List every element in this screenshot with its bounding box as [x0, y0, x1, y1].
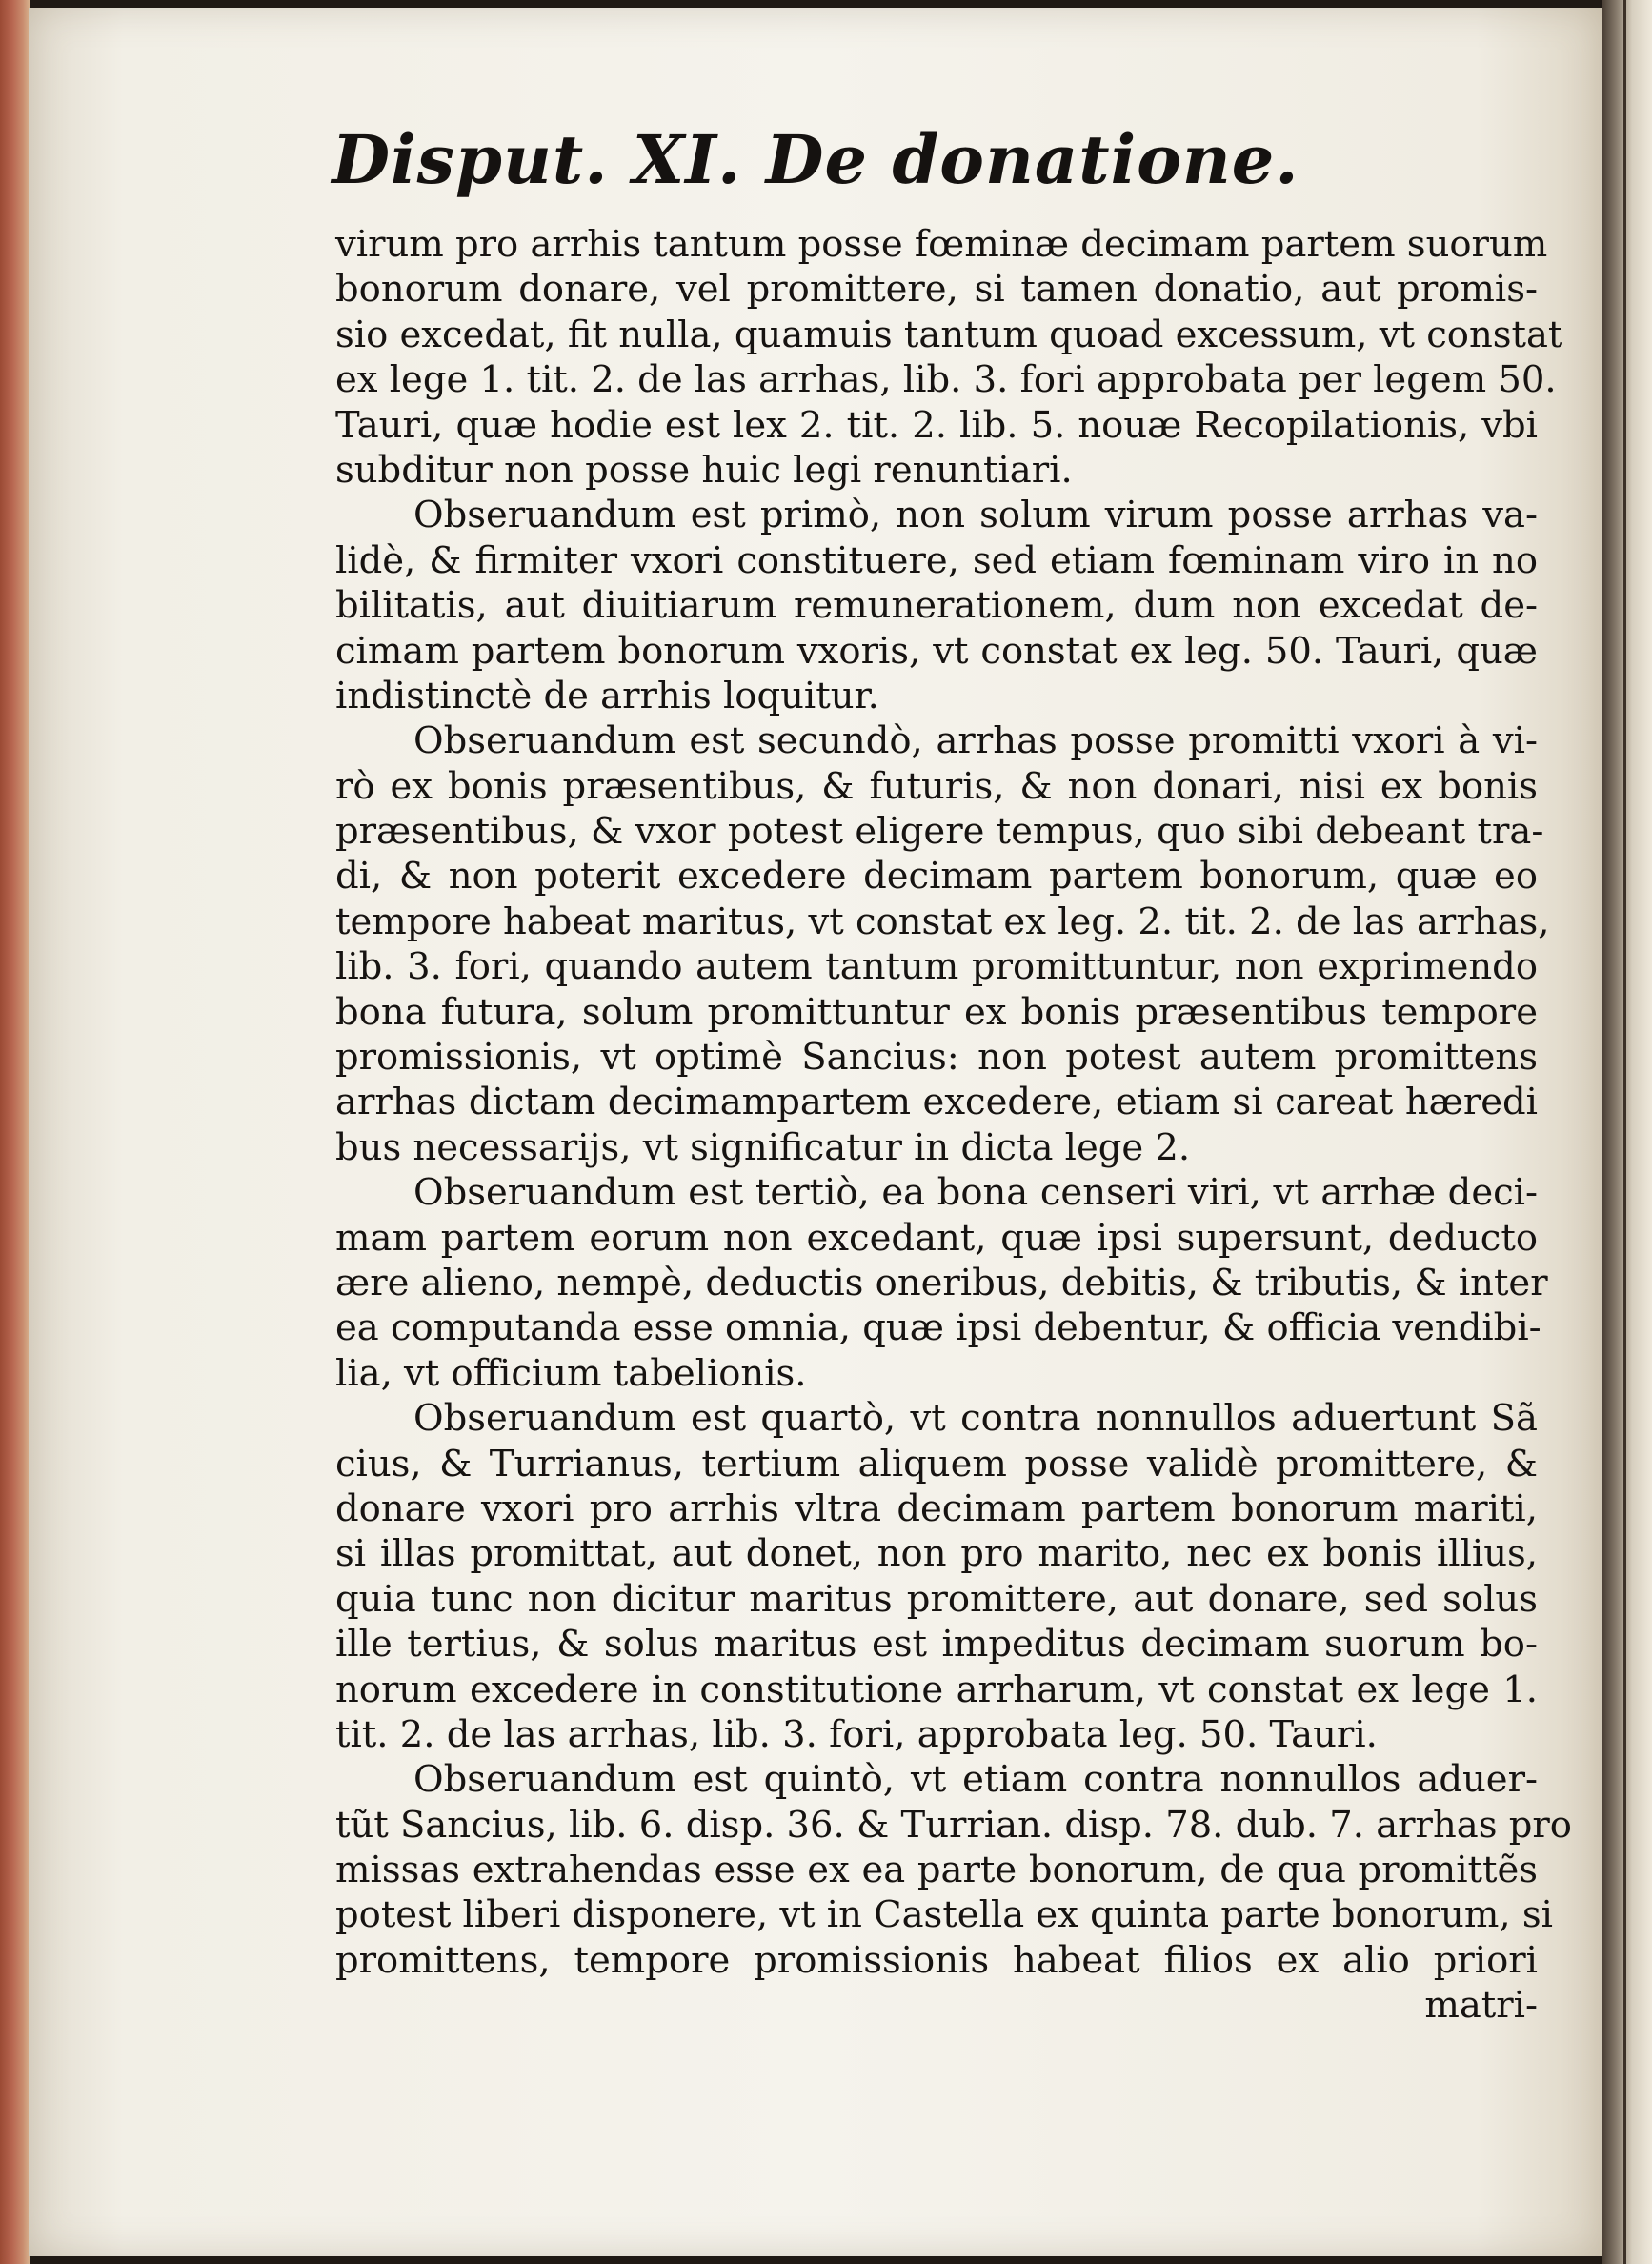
- text-line: cimam partem bonorum vxoris, vt constat ex leg. 50. Tauri, quæ: [335, 629, 1538, 673]
- page-edge-left: [0, 0, 30, 2264]
- text-line: Obseruandum est primò, non solum virum posse arrhas va-: [413, 494, 1538, 537]
- text-line: tempore habeat maritus, vt constat ex leg. 2. tit. 2. de las arrhas,: [335, 900, 1550, 943]
- text-line: sio excedat, fit nulla, quamuis tantum quoad excessum, vt constat: [335, 313, 1563, 356]
- text-line: ære alieno, nempè, deductis oneribus, debitis, & tributis, & inter: [335, 1261, 1548, 1304]
- text-line: lidè, & firmiter vxori constituere, sed etiam fœminam viro in no: [335, 538, 1538, 582]
- text-line: cius, & Turrianus, tertium aliquem posse validè promittere, &: [335, 1442, 1538, 1486]
- page: [29, 8, 1602, 2256]
- text-line: Obseruandum est tertiò, ea bona censeri viri, vt arrhæ deci-: [413, 1171, 1538, 1215]
- text-line: Obseruandum est quartò, vt contra nonnullos aduertunt Sã: [413, 1397, 1538, 1441]
- text-line: donare vxori pro arrhis vltra decimam partem bonorum mariti,: [335, 1486, 1538, 1530]
- text-line: missas extrahendas esse ex ea parte bonorum, de qua promittẽs: [335, 1849, 1538, 1892]
- text-line: si illas promittat, aut donet, non pro marito, nec ex bonis illius,: [335, 1532, 1538, 1576]
- text-line: bus necessarijs, vt significatur in dicta lege 2.: [335, 1125, 1191, 1169]
- text-line: virum pro arrhis tantum posse fœminæ decimam partem suorum: [335, 223, 1548, 266]
- text-line: subditur non posse huic legi renuntiari.: [335, 448, 1073, 492]
- text-line: norum excedere in constitutione arrharum, vt constat ex lege 1.: [335, 1668, 1538, 1711]
- text-line: Tauri, quæ hodie est lex 2. tit. 2. lib. 5. nouæ Recopilationis, vbi: [335, 403, 1538, 447]
- catchword: matri-: [1424, 1984, 1538, 2028]
- text-line: indistinctè de arrhis loquitur.: [335, 674, 879, 718]
- text-line: ea computanda esse omnia, quæ ipsi debentur, & officia vendibi-: [335, 1306, 1541, 1350]
- text-line: arrhas dictam decimampartem excedere, etiam si careat hæredi: [335, 1081, 1538, 1124]
- text-line: Obseruandum est secundò, arrhas posse promitti vxori à vi-: [413, 719, 1538, 763]
- text-line: quia tunc non dicitur maritus promittere, aut donare, sed solus: [335, 1577, 1538, 1621]
- text-line: præsentibus, & vxor potest eligere tempus, quo sibi debeant tra-: [335, 810, 1544, 854]
- facing-page-edge: [1602, 0, 1652, 2264]
- text-line: lia, vt officium tabelionis.: [335, 1351, 807, 1395]
- text-line: lib. 3. fori, quando autem tantum promittuntur, non exprimendo: [335, 945, 1538, 989]
- body-text: [335, 222, 1572, 2029]
- text-line: ille tertius, & solus maritus est impeditus decimam suorum bo-: [335, 1623, 1538, 1667]
- text-line: tũt Sancius, lib. 6. disp. 36. & Turrian. disp. 78. dub. 7. arrhas pro: [335, 1803, 1572, 1847]
- text-line: Obseruandum est quintò, vt etiam contra nonnullos aduer-: [413, 1758, 1538, 1802]
- text-line: di, & non poterit excedere decimam partem bonorum, quæ eo: [335, 855, 1538, 899]
- text-line: tit. 2. de las arrhas, lib. 3. fori, approbata leg. 50. Tauri.: [335, 1712, 1378, 1756]
- text-line: promissionis, vt optimè Sancius: non potest autem promittens: [335, 1036, 1538, 1080]
- text-line: mam partem eorum non excedant, quæ ipsi supersunt, deducto: [335, 1216, 1538, 1260]
- text-line: bilitatis, aut diuitiarum remunerationem, dum non excedat de-: [335, 584, 1538, 628]
- gutter-fold: [1623, 0, 1626, 2264]
- text-line: ex lege 1. tit. 2. de las arrhas, lib. 3. fori approbata per legem 50.: [335, 358, 1557, 402]
- text-line: bonorum donare, vel promittere, si tamen donatio, aut promis-: [335, 268, 1538, 312]
- page-header: Disput. XI. De donatione.: [332, 120, 1299, 199]
- text-line: bona futura, solum promittuntur ex bonis præsentibus tempore: [335, 990, 1538, 1034]
- text-line: promittens, tempore promissionis habeat filios ex alio priori: [335, 1938, 1538, 1982]
- text-line: rò ex bonis præsentibus, & futuris, & non donari, nisi ex bonis: [335, 764, 1538, 808]
- text-line: potest liberi disponere, vt in Castella ex quinta parte bonorum, si: [335, 1893, 1553, 1937]
